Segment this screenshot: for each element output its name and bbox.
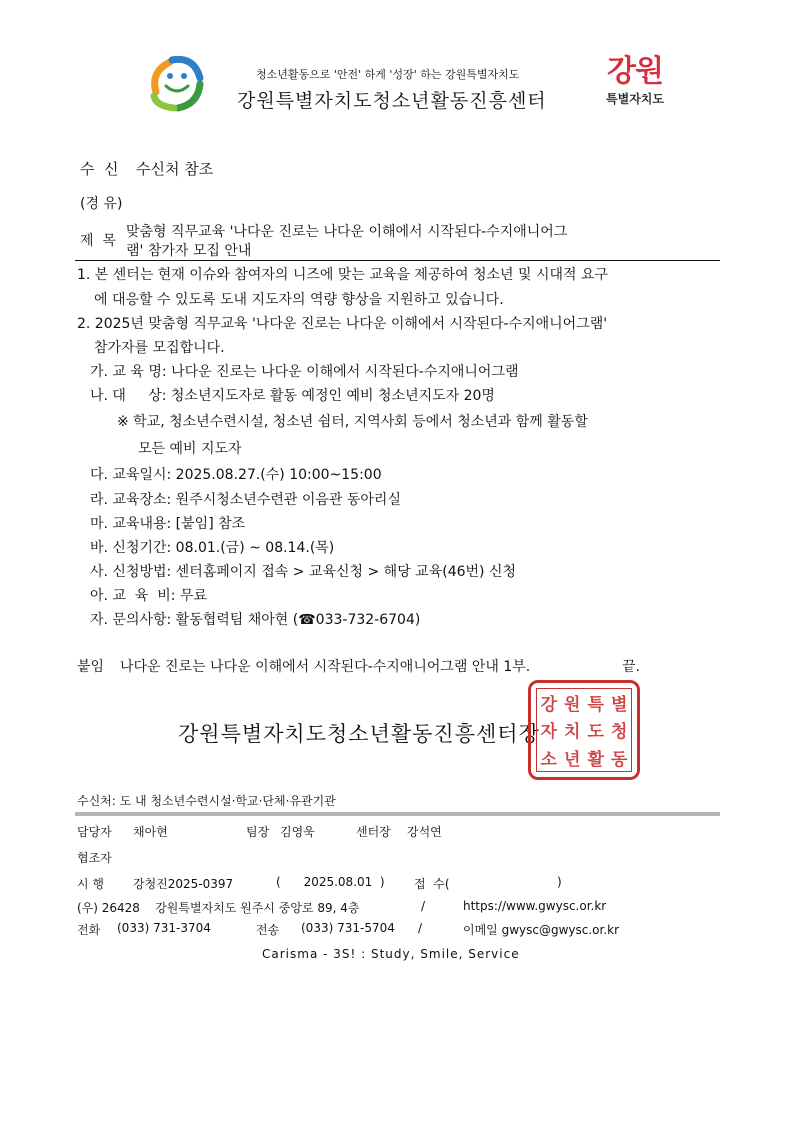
attachment-end: 끝. [622,659,640,675]
seal-char: 특 [587,695,604,716]
fax-number: (033) 731-5704 [301,921,395,935]
via-label: (경 유) [80,196,123,212]
seal-char: 청 [611,722,628,743]
recipient-label: 수 신 [80,160,119,178]
subject-line-1: 맞춤형 직무교육 '나다운 진로는 나다운 이해에서 시작된다-수지애니어그 [126,224,568,240]
slogan: 청소년활동으로 '안전' 하게 '성장' 하는 강원특별자치도 [256,68,520,81]
seal-char: 소 [540,749,557,770]
paragraph-2-line-2: 참가자를 모집합니다. [94,340,225,356]
exec-date: ( 2025.08.01 ) [276,875,385,889]
org-logo [148,52,206,112]
list-item: 아. 교 육 비: 무료 [90,588,208,604]
gangwon-logo-text: 강원 [607,54,663,89]
seal-char: 년 [564,749,581,770]
receive-label: 접 수( [414,877,450,891]
list-item: 마. 교육내용: [붙임] 참조 [90,516,246,532]
seal-char: 원 [564,695,581,716]
seal-char: 강 [540,695,557,716]
list-item: 나. 대 상: 청소년지도자로 활동 예정인 예비 청소년지도자 20명 [90,388,495,404]
seal-char: 치 [564,722,581,743]
motto: Carisma - 3S! : Study, Smile, Service [262,947,520,961]
subject-line-2: 램' 참가자 모집 안내 [126,243,252,259]
lead-label: 팀장 [246,825,270,839]
list-item: 라. 교육장소: 원주시청소년수련관 이음관 동아리실 [90,492,401,508]
list-item: 가. 교 육 명: 나다운 진로는 나다운 이해에서 시작된다-수지애니어그램 [90,364,519,380]
lead-name: 김영욱 [280,825,315,839]
coop-label: 협조자 [77,851,112,865]
exec-label: 시 행 [77,877,104,891]
website-link[interactable]: https://www.gwysc.or.kr [463,899,607,913]
tel-label: 전화 [77,923,101,937]
receive-close: ) [557,875,562,889]
footer-divider [75,812,720,816]
list-item: 자. 문의사항: 활동협력팀 채아현 (☎033-732-6704) [90,612,421,628]
list-item: 바. 신청기간: 08.01.(금) ~ 08.14.(목) [90,540,335,556]
paragraph-1-line-1: 1. 본 센터는 현재 이슈와 참여자의 니즈에 맞는 교육을 제공하여 청소년 및 시대적 요구 [77,267,609,283]
gangwon-logo-subtext: 특별자치도 [606,92,664,106]
director-name: 강석연 [407,825,442,839]
subject-label: 제 목 [80,233,116,249]
attachment-label: 붙임 [77,659,105,675]
list-item: 사. 신청방법: 센터홈페이지 접속 > 교육신청 > 해당 교육(46번) 신청 [90,564,516,580]
note-line-1: ※ 학교, 청소년수련시설, 청소년 쉼터, 지역사회 등에서 청소년과 함께 활동할 [117,414,588,430]
staff-label: 담당자 [77,825,112,839]
exec-number: 강청진2025-0397 [133,877,234,891]
staff-name: 채아현 [133,825,168,839]
official-seal [528,680,640,780]
recipients-list: 수신처: 도 내 청소년수련시설·학교·단체·유관기관 [77,794,336,808]
seal-char: 별 [611,695,628,716]
gangwon-logo [600,56,670,107]
subject-divider [75,260,720,261]
attachment-text: 나다운 진로는 나다운 이해에서 시작된다-수지애니어그램 안내 1부. [120,659,531,675]
separator: / [418,921,423,935]
separator: / [421,899,426,913]
seal-char: 활 [587,749,604,770]
director-label: 센터장 [356,825,391,839]
tel-number: (033) 731-3704 [117,921,211,935]
seal-char: 자 [540,722,557,743]
paragraph-1-line-2: 에 대응할 수 있도록 도내 지도자의 역량 향상을 지원하고 있습니다. [94,292,504,308]
org-name-title: 강원특별자치도청소년활동진흥센터 [237,90,547,112]
sender-name: 강원특별자치도청소년활동진흥센터장 [178,722,540,746]
list-item: 다. 교육일시: 2025.08.27.(수) 10:00~15:00 [90,467,382,483]
paragraph-2-line-1: 2. 2025년 맞춤형 직무교육 '나다운 진로는 나다운 이해에서 시작된다-수지애니어그램' [77,316,608,332]
fax-label: 전송 [256,923,280,937]
seal-char: 동 [611,749,628,770]
email[interactable]: 이메일 gwysc@gwysc.or.kr [463,923,620,937]
address: (우) 26428 강원특별자치도 원주시 중앙로 89, 4층 [77,901,360,915]
seal-char: 도 [587,722,604,743]
note-line-2: 모든 예비 지도자 [138,441,242,457]
recipient-value: 수신처 참조 [136,160,214,178]
